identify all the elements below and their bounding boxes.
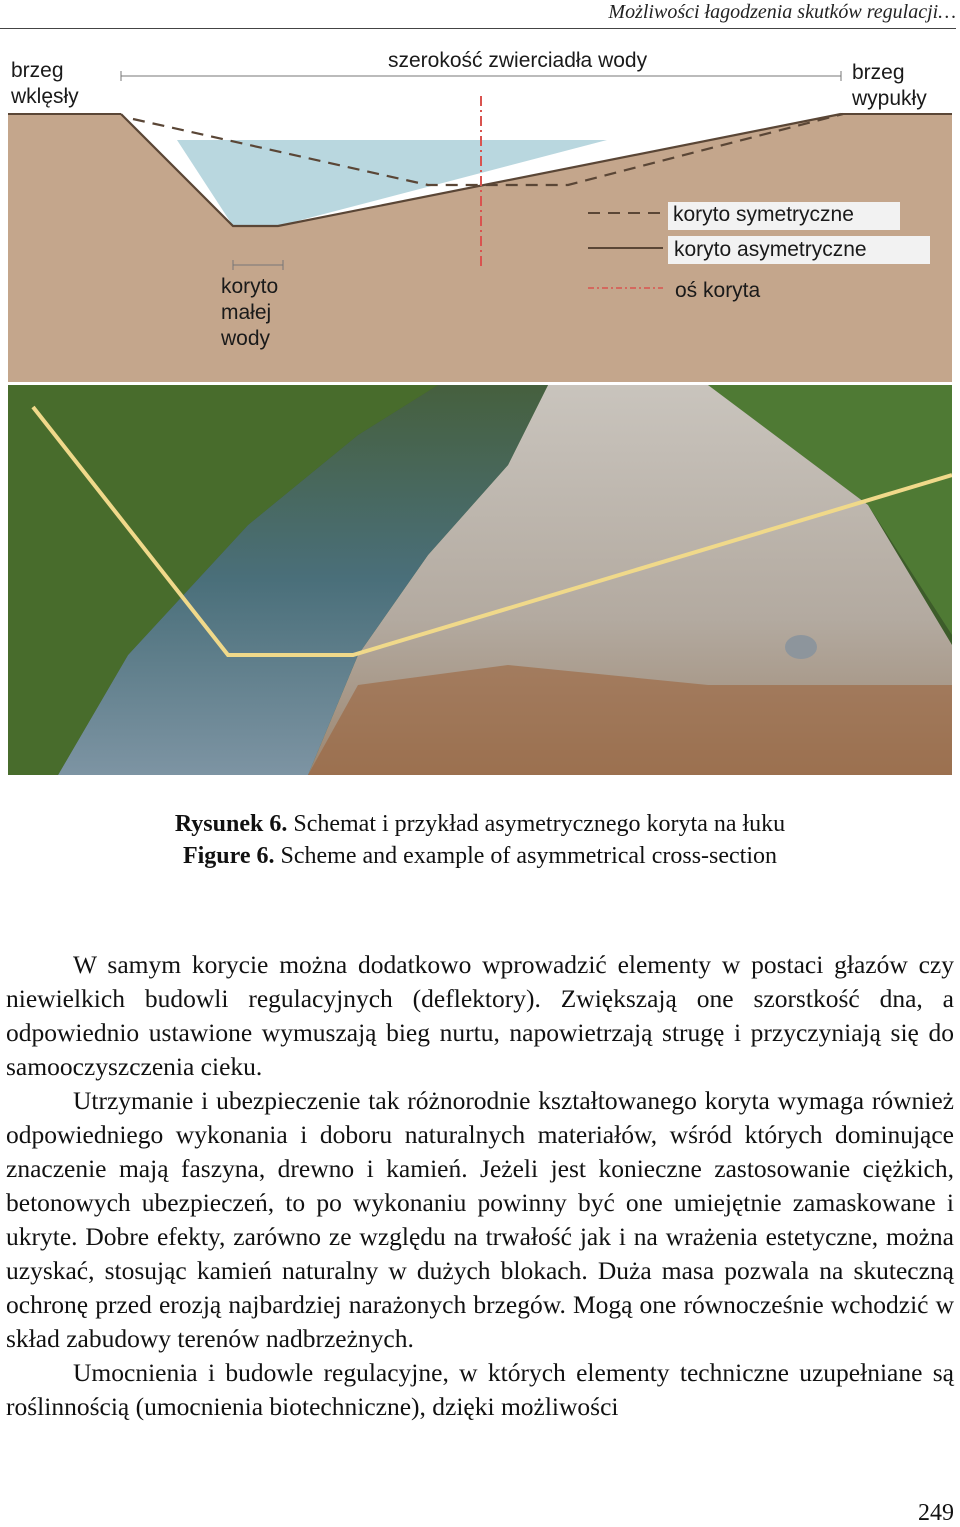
legend-axis-label: oś koryta	[675, 279, 761, 302]
running-head: Możliwości łagodzenia skutków regulacji…	[0, 0, 956, 29]
boulder	[785, 635, 817, 659]
cross-section-diagram	[8, 30, 952, 382]
river-photo	[8, 385, 952, 775]
low-water-label-3: wody	[221, 327, 271, 350]
caption-polish	[0, 809, 960, 839]
caption-english-label: Figure 6.	[182, 843, 275, 869]
width-label: szerokość zwierciadła wody	[388, 49, 648, 72]
caption-english-text: Scheme and example of asymmetrical cross-section	[274, 843, 778, 869]
caption-polish-text: Schemat i przykład asymetrycznego koryta na łuku	[287, 811, 786, 837]
caption-polish-label: Rysunek 6.	[174, 811, 288, 837]
right-bank-label-1: brzeg	[852, 61, 905, 84]
page-number: 249	[918, 1500, 954, 1526]
legend-asymmetric-label: koryto asymetryczne	[674, 238, 867, 261]
paragraph-1: W samym korycie można dodatkowo wprowadzić elementy w postaci głazów czy niewielkich budowli regulacyjnych (deflektory). Zwiększają one szorstkość dna, a odpowiednio ustawione wymuszają bieg nurtu, napowietrzają strugę i przyczyniają się do samooczyszczenia cieku.	[6, 950, 954, 1081]
paragraph-3: Umocnienia i budowle regulacyjne, w których elementy techniczne uzupełniane są roślinnością (umocnienia biotechniczne), dzięki możliwości	[6, 1358, 954, 1421]
low-water-label-2: małej	[221, 301, 272, 324]
caption-english	[0, 841, 960, 871]
body-text	[6, 948, 954, 1424]
legend-symmetric-label: koryto symetryczne	[673, 203, 854, 226]
right-bank-label-2: wypukły	[852, 87, 927, 110]
paragraph-2: Utrzymanie i ubezpieczenie tak różnorodnie kształtowanego koryta wymaga również odpowiedniego wykonania i doboru naturalnych materiałów, wśród których dominujące znaczenie mają faszyna, drewno i kamień. Jeżeli jest konieczne zastosowanie ciężkich, betonowych ubezpieczeń, to po wykonaniu powinny być one umiejętnie zamaskowane i ukryte. Dobre efekty, zarówno ze względu na trwałość jak i na wrażenia estetyczne, można uzyskać, stosując kamień naturalny w dużych blokach. Duża masa pozwala na skuteczną ochronę przed erozją najbardziej narażonych brzegów. Mogą one równocześnie wchodzić w skład zabudowy terenów nadbrzeżnych.	[6, 1086, 954, 1353]
low-water-label-1: koryto	[221, 275, 279, 298]
left-bank-label-2: wklęsły	[11, 85, 79, 108]
left-bank-label-1: brzeg	[11, 59, 64, 82]
